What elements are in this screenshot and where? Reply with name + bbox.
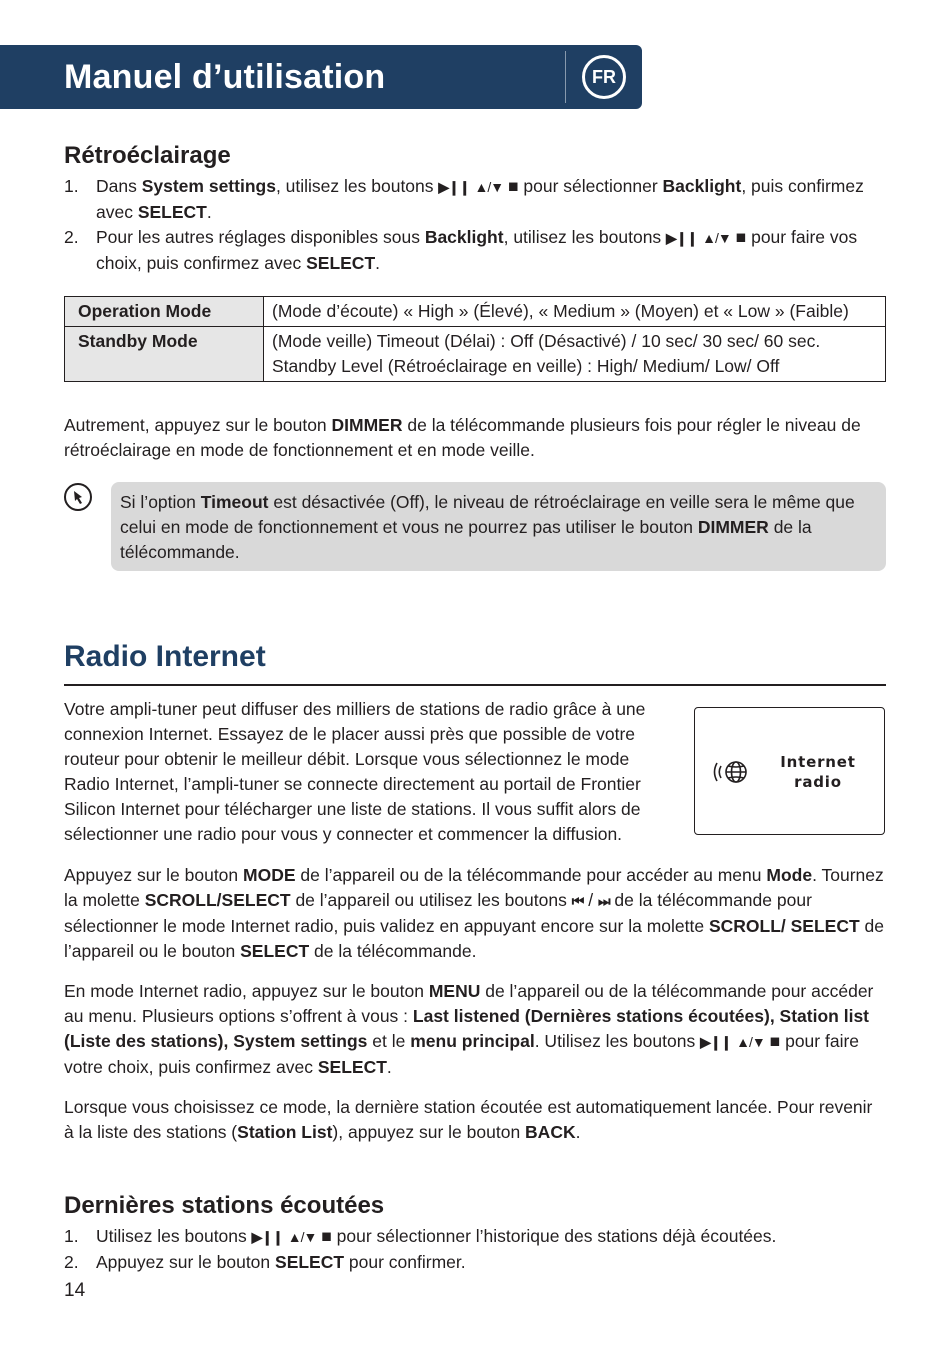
- para-bold: SELECT: [317, 1057, 387, 1077]
- list-item: [64, 1224, 886, 1250]
- step-text: , utilisez les boutons: [275, 176, 439, 196]
- para-bold: Mode: [766, 865, 813, 885]
- step-bold: System settings: [141, 176, 276, 196]
- step-bold: Backlight: [662, 176, 742, 196]
- last-listened-steps: [64, 1224, 886, 1275]
- header-divider: [565, 51, 566, 103]
- para-text: de la télécommande plusieurs fois pour régler le niveau de rétroéclairage en mode de fonctionnement et en mode veille.: [64, 415, 861, 460]
- language-badge: FR: [582, 55, 626, 99]
- up-down-icon: ▲/▼: [474, 179, 504, 195]
- step-text: pour sélectionner: [518, 176, 663, 196]
- step-number: 1.: [64, 176, 79, 196]
- radio-intro: Votre ampli-tuner peut diffuser des milliers de stations de radio grâce à une connexion Internet. Essayez de le placer aussi près que possible de votre routeur pour obtenir le meilleur débit. Lorsque vous sélectionnez le mode Radio Internet, l’ampli-tuner se connecte directement au portail de Frontier Silicon Internet pour télécharger une liste de stations. Il vous suffit alors de sélectionner une radio pour vous y connecter et commencer la diffusion.: [64, 699, 646, 844]
- step-text: .: [375, 253, 381, 273]
- step-number: 1.: [64, 1226, 79, 1246]
- para-text: pour faire votre choix, puis confirmez avec: [64, 1031, 860, 1077]
- step-bold: Backlight: [424, 227, 504, 247]
- para-text: .: [575, 1122, 581, 1142]
- radio-heading: Radio Internet: [64, 640, 266, 673]
- display-line: radio: [794, 773, 842, 791]
- step-text: , puis confirmez avec: [96, 176, 864, 222]
- table-cell-value: [264, 327, 886, 382]
- para-bold: MODE: [243, 865, 296, 885]
- pin-icon: [64, 483, 92, 511]
- para-bold: Station List: [237, 1122, 333, 1142]
- note-text: Si l’option: [120, 492, 201, 512]
- step-text: pour confirmer.: [344, 1252, 466, 1272]
- page-title: Manuel d’utilisation: [64, 58, 386, 96]
- para-bold: menu principal: [410, 1031, 535, 1051]
- play-pause-icon: ▶❙❙: [666, 230, 698, 246]
- table-cell-label: Operation Mode: [65, 297, 264, 327]
- list-item: [64, 174, 886, 225]
- backlight-heading: Rétroéclairage: [64, 142, 231, 169]
- table-cell-label: Standby Mode: [65, 327, 264, 382]
- display-illustration: [694, 707, 885, 835]
- dimmer-paragraph: [64, 413, 890, 463]
- table-row: [65, 297, 886, 327]
- cell-text: Standby Level (Rétroéclairage en veille) : High/ Medium/ Low/ Off: [272, 356, 780, 376]
- step-text: pour sélectionner l’historique des stations déjà écoutées.: [331, 1226, 777, 1246]
- para-text: de l’appareil ou de la télécommande pour accéder au menu. Plusieurs options s’offrent à vous :: [64, 981, 874, 1026]
- step-bold: SELECT: [275, 1252, 345, 1272]
- para-bold: MENU: [428, 981, 481, 1001]
- step-text: Appuyez sur le bouton: [96, 1252, 276, 1272]
- para-text: Appuyez sur le bouton: [64, 865, 244, 885]
- para-bold: SELECT: [240, 941, 310, 961]
- para-text: de l’appareil ou utilisez les boutons: [290, 890, 572, 910]
- para-text: . Utilisez les boutons: [534, 1031, 701, 1051]
- section-divider: [64, 684, 886, 686]
- stop-icon: ■: [507, 176, 519, 196]
- header-banner: [0, 45, 642, 109]
- cell-text: (Mode d’écoute) « High » (Élevé), « Medium » (Moyen) et « Low » (Faible): [272, 301, 849, 321]
- para-bold: DIMMER: [331, 415, 403, 435]
- para-text: Autrement, appuyez sur le bouton: [64, 415, 332, 435]
- para-text: Lorsque vous choisissez ce mode, la dernière station écoutée est automatiquement lancée. Pour revenir à la liste des stations (: [64, 1097, 873, 1142]
- para-text: de la télécommande.: [309, 941, 477, 961]
- page-number: 14: [64, 1280, 86, 1301]
- play-pause-icon: ▶❙❙: [251, 1229, 283, 1245]
- step-bold: SELECT: [306, 253, 376, 273]
- cell-text: (Mode veille) Timeout (Délai) : Off (Désactivé) / 10 sec/ 30 sec/ 60 sec.: [272, 331, 821, 351]
- note-text: est désactivée (Off), le niveau de rétroéclairage en veille sera le même que celui en mode de fonctionnement et vous ne pourrez pas utiliser le bouton: [120, 492, 855, 537]
- display-line: Internet: [780, 753, 856, 771]
- table-row: [65, 327, 886, 382]
- internet-radio-icon: [711, 758, 751, 791]
- play-pause-icon: ▶❙❙: [438, 179, 470, 195]
- list-item: [64, 225, 886, 276]
- step-number: 2.: [64, 227, 79, 247]
- para-text: de l’appareil ou de la télécommande pour accéder au menu: [295, 865, 767, 885]
- step-text: .: [206, 202, 212, 222]
- last-station-paragraph: [64, 1095, 886, 1145]
- display-text: [779, 752, 857, 792]
- para-bold: SCROLL/ SELECT: [708, 916, 860, 936]
- para-text: /: [583, 890, 598, 910]
- para-bold: Last listened (Dernières stations écoutées), Station list (Liste des stations), System settings: [64, 1006, 869, 1051]
- step-text: pour faire vos choix, puis confirmez avec: [96, 227, 858, 273]
- note-bold: DIMMER: [697, 517, 769, 537]
- stop-icon: ■: [321, 1226, 332, 1246]
- skip-forward-icon: ⏭: [597, 893, 610, 909]
- up-down-icon: ▲/▼: [736, 1034, 765, 1050]
- step-bold: SELECT: [137, 202, 207, 222]
- skip-back-icon: ⏮: [571, 893, 584, 909]
- stop-icon: ■: [769, 1031, 781, 1051]
- para-text: de la télécommande pour sélectionner le mode Internet radio, puis validez en appuyant encore sur la molette: [64, 890, 812, 936]
- backlight-mode-table: [64, 296, 886, 382]
- para-text: . Tournez la molette: [64, 865, 884, 910]
- step-text: Utilisez les boutons: [96, 1226, 252, 1246]
- para-text: .: [386, 1057, 392, 1077]
- stop-icon: ■: [735, 227, 747, 247]
- para-text: En mode Internet radio, appuyez sur le bouton: [64, 981, 429, 1001]
- para-bold: BACK: [525, 1122, 576, 1142]
- step-text: Pour les autres réglages disponibles sous: [96, 227, 425, 247]
- step-text: , utilisez les boutons: [503, 227, 667, 247]
- up-down-icon: ▲/▼: [287, 1229, 317, 1245]
- menu-paragraph: [64, 979, 886, 1080]
- note-text: de la télécommande.: [120, 517, 812, 562]
- para-text: de l’appareil ou le bouton: [64, 916, 884, 961]
- backlight-steps: [64, 174, 886, 276]
- para-bold: SCROLL/SELECT: [144, 890, 291, 910]
- last-listened-heading: Dernières stations écoutées: [64, 1192, 385, 1219]
- up-down-icon: ▲/▼: [702, 230, 731, 246]
- list-item: [64, 1250, 886, 1275]
- para-text: ), appuyez sur le bouton: [332, 1122, 526, 1142]
- note-box: [111, 482, 886, 571]
- note-bold: Timeout: [200, 492, 269, 512]
- mode-paragraph: [64, 863, 886, 964]
- step-text: Dans: [96, 176, 142, 196]
- step-number: 2.: [64, 1252, 79, 1272]
- play-pause-icon: ▶❙❙: [700, 1034, 732, 1050]
- table-cell-value: [264, 297, 886, 327]
- para-text: et le: [367, 1031, 411, 1051]
